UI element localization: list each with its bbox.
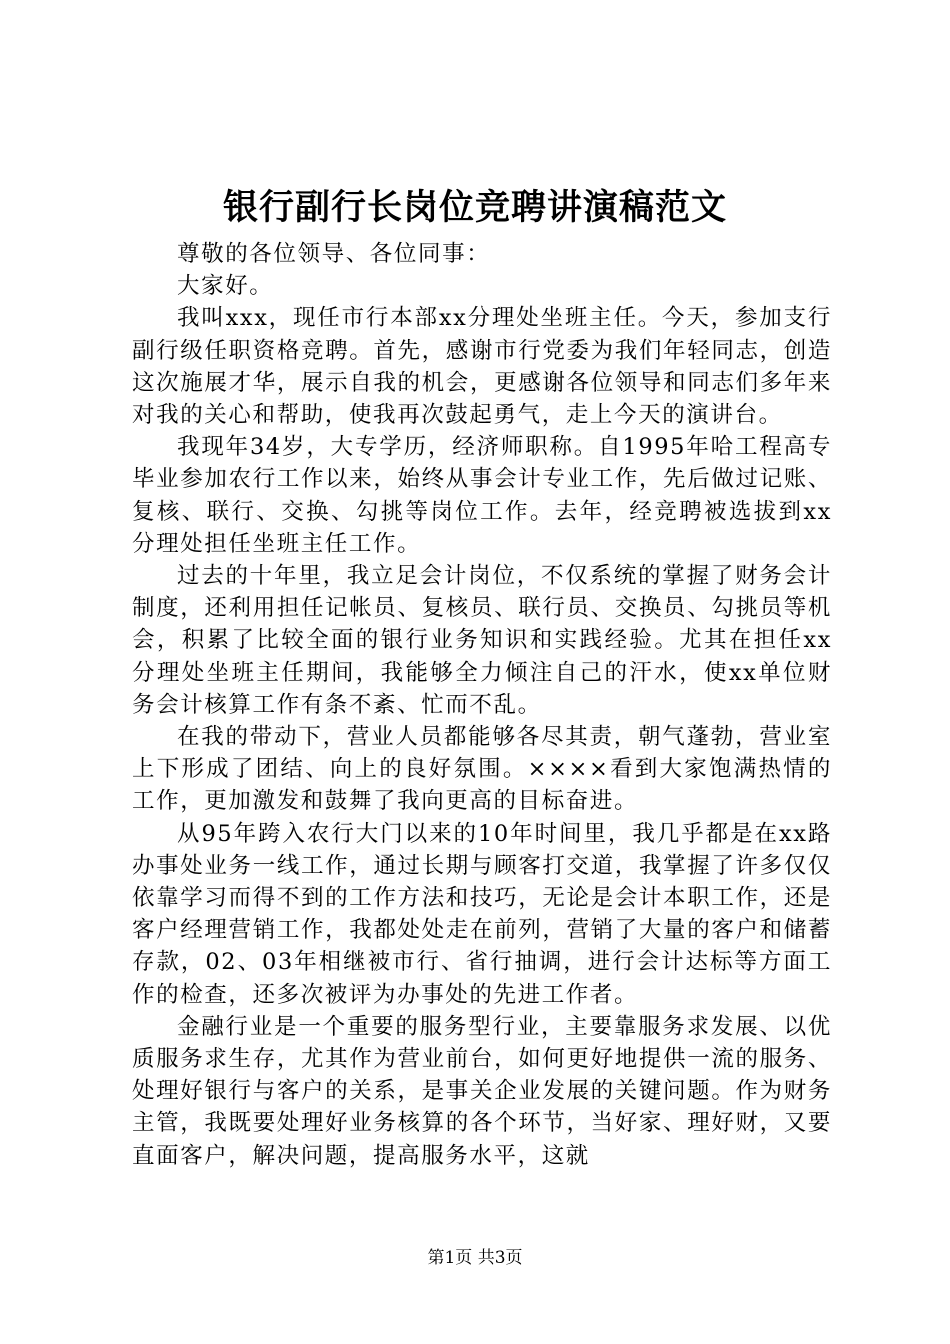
paragraph-salutation: 尊敬的各位领导、各位同事： (177, 241, 491, 267)
paragraph-leadership: 在我的带动下，营业人员都能够各尽其责，朝气蓬勃，营业室上下形成了团结、向上的良好氛围。××××看到大家饱满热情的工作，更加激发和鼓舞了我向更高的目标奋进。 (132, 724, 832, 815)
paragraph-introduction: 我叫xxx，现任市行本部xx分理处坐班主任。今天，参加支行副行级任职资格竞聘。首先，感谢市行党委为我们年轻同志，创造这次施展才华，展示自我的机会，更感谢各位领导和同志们多年来对我的关心和帮助，使我再次鼓起勇气，走上今天的演讲台。 (132, 305, 832, 429)
paragraph-experience: 过去的十年里，我立足会计岗位，不仅系统的掌握了财务会计制度，还利用担任记帐员、复核员、联行员、交换员、勾挑员等机会，积累了比较全面的银行业务知识和实践经验。尤其在担任xx分理处坐班主任期间，我能够全力倾注自己的汗水，使xx单位财务会计核算工作有条不紊、忙而不乱。 (132, 563, 832, 718)
paragraph-greeting: 大家好。 (177, 273, 274, 300)
page-footer: 第1页 共3页 (427, 1248, 523, 1268)
document-title: 银行副行长岗位竞聘讲演稿范文 (222, 187, 727, 228)
paragraph-career: 从95年跨入农行大门以来的10年时间里，我几乎都是在xx路办事处业务一线工作，通过长期与顾客打交道，我掌握了许多仅仅依靠学习而得不到的工作方法和技巧，无论是会计本职工作，还是客户经理营销工作，我都处处走在前列，营销了大量的客户和储蓄存款，02、03年相继被市行、省行抽调，进行会计达标等方面工作的检查，还多次被评为办事处的先进工作者。 (132, 820, 832, 1008)
paragraph-background: 我现年34岁，大专学历，经济师职称。自1995年哈工程高专毕业参加农行工作以来，始终从事会计专业工作，先后做过记账、复核、联行、交换、勾挑等岗位工作。去年，经竞聘被选拔到xx分理处担任坐班主任工作。 (132, 434, 832, 557)
document-body (132, 238, 832, 1172)
paragraph-service: 金融行业是一个重要的服务型行业，主要靠服务求发展、以优质服务求生存，尤其作为营业前台，如何更好地提供一流的服务、处理好银行与客户的关系，是事关企业发展的关键问题。作为财务主管，我既要处理好业务核算的各个环节，当好家、理好财，又要直面客户，解决问题，提高服务水平，这就 (132, 1013, 832, 1169)
